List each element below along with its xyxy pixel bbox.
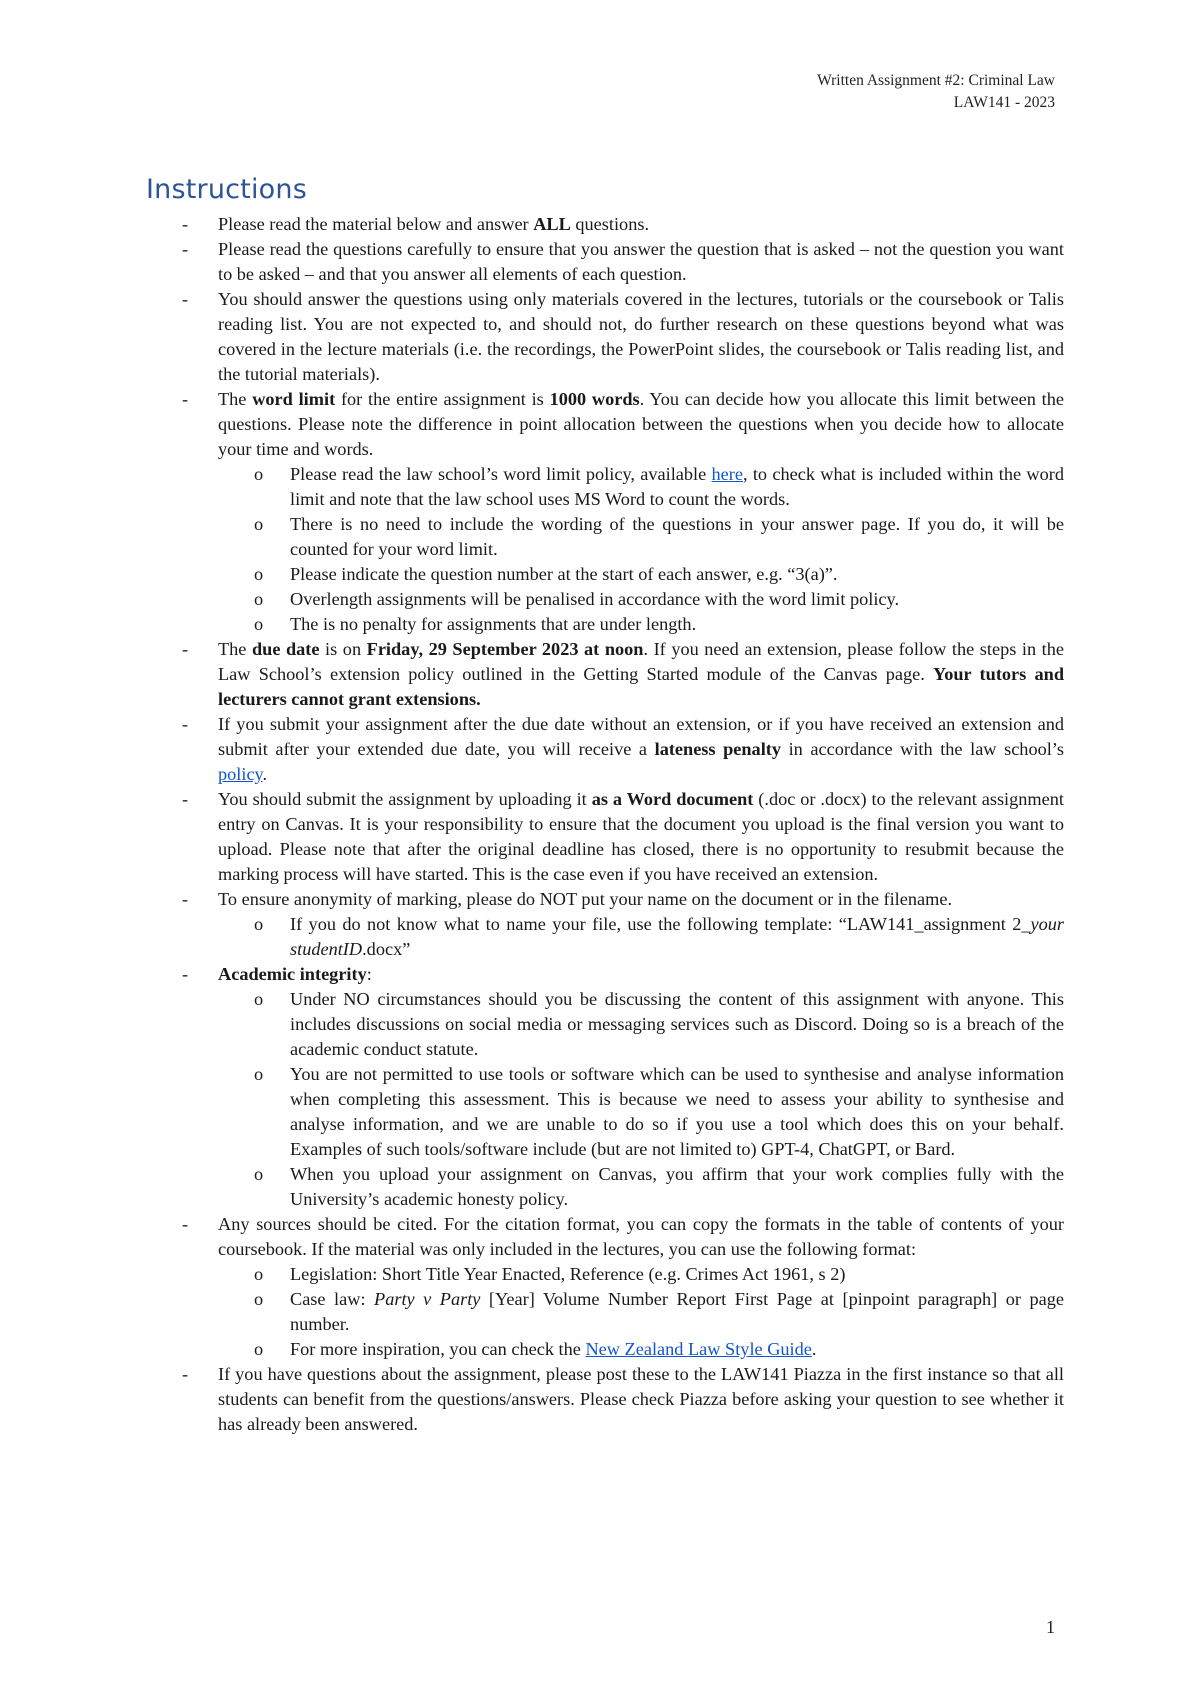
bullet-circle: o (254, 1164, 264, 1184)
bullet-dash: - (182, 1364, 189, 1384)
bullet-circle: o (254, 989, 264, 1009)
sub-list (218, 1262, 1064, 1362)
section-heading: Instructions (146, 174, 307, 205)
sub-list-item: o Legislation: Short Title Year Enacted, Reference (e.g. Crimes Act 1961, s 2) (218, 1262, 1064, 1287)
list-item-word-limit: - The word limit for the entire assignment is 1000 words. You can decide how you allocate this limit between the questions. Please note the difference in point allocation between the questions when you decide how to allocate your time and words. o Please read the law school’s word limit policy, available here, to check what is included within the word limit and note that the law school uses MS Word to count the words. o There is no need to include the wording of the questions in your answer page. If you do, it will be counted for your word limit. o Please indicate the question number at the start of each answer, e.g. “3(a)”. o Overlength assignments will be penalised in accordance with the word limit policy. o The is no penalty for assignments that are under length. (146, 387, 1064, 637)
list-item-submission: - You should submit the assignment by uploading it as a Word document (.doc or .docx) to the relevant assignment entry on Canvas. It is your responsibility to ensure that the document you upload is the final version you want to upload. Please note that after the original deadline has closed, there is no opportunity to resubmit because the marking process will have started. This is the case even if you have received an extension. (182, 789, 1064, 884)
bullet-dash: - (182, 889, 189, 909)
sub-list-item: o Please read the law school’s word limit policy, available here, to check what is included within the word limit and note that the law school uses MS Word to count the words. (254, 464, 1064, 509)
bullet-circle: o (254, 1289, 264, 1309)
sub-list-item: o The is no penalty for assignments that are under length. (218, 612, 1064, 637)
bullet-circle: o (254, 514, 264, 534)
bullet-circle: o (254, 1339, 264, 1359)
bullet-circle: o (254, 464, 264, 484)
bullet-circle: o (254, 1064, 264, 1084)
bullet-dash: - (182, 714, 189, 734)
bullet-circle: o (254, 564, 264, 584)
sub-list (218, 462, 1064, 637)
header-assignment-title: Written Assignment #2: Criminal Law (817, 72, 1055, 89)
list-item: - Please read the questions carefully to ensure that you answer the question that is asked – not the question you want to be asked – and that you answer all elements of each question. (182, 239, 1064, 284)
bullet-circle: o (254, 1264, 264, 1284)
bullet-dash: - (182, 789, 189, 809)
list-item: - You should answer the questions using only materials covered in the lectures, tutorials or the coursebook or Talis reading list. You are not expected to, and should not, do further research on these questions beyond what was covered in the lecture materials (i.e. the recordings, the PowerPoint slides, the coursebook or Talis reading list, and the tutorial materials). (182, 289, 1064, 384)
bullet-dash: - (182, 214, 189, 234)
header-course-code: LAW141 - 2023 (953, 94, 1055, 111)
bullet-dash: - (182, 289, 189, 309)
word-limit-policy-link[interactable]: here (711, 464, 743, 484)
bullet-circle: o (254, 914, 264, 934)
nz-law-style-guide-link[interactable]: New Zealand Law Style Guide (585, 1339, 812, 1359)
list-item-lateness: - If you submit your assignment after the due date without an extension, or if you have received an extension and submit after your extended due date, you will receive a lateness penalty in accordance with the law school’s policy. (182, 714, 1064, 784)
bullet-circle: o (254, 589, 264, 609)
bullet-dash: - (182, 239, 189, 259)
bullet-circle: o (254, 614, 264, 634)
list-item-citations: - Any sources should be cited. For the citation format, you can copy the formats in the table of contents of your coursebook. If the material was only included in the lectures, you can use the following format: o Legislation: Short Title Year Enacted, Reference (e.g. Crimes Act 1961, s 2) o Case law: Party v Party [Year] Volume Number Report First Page at [pinpoint paragraph] or page number. o For more inspiration, you can check the New Zealand Law Style Guide. (146, 1212, 1064, 1362)
sub-list-item: o You are not permitted to use tools or software which can be used to synthesise and analyse information when completing this assessment. This is because we need to assess your ability to synthesise and analyse information, and we are unable to do so if you use a tool which does this on your behalf. Examples of such tools/software include (but are not limited to) GPT-4, ChatGPT, or Bard. (254, 1064, 1064, 1159)
sub-list-item: o Please indicate the question number at the start of each answer, e.g. “3(a)”. (218, 562, 1064, 587)
sub-list-item: o If you do not know what to name your file, use the following template: “LAW141_assignment 2_your studentID.docx” (254, 914, 1064, 959)
page-header (817, 70, 1055, 114)
bullet-dash: - (182, 389, 189, 409)
lateness-policy-link[interactable]: policy (218, 764, 263, 784)
sub-list-item: o Under NO circumstances should you be discussing the content of this assignment with anyone. This includes discussions on social media or messaging services such as Discord. Doing so is a breach of the academic conduct statute. (254, 989, 1064, 1059)
list-item-academic-integrity: - Academic integrity: o Under NO circumstances should you be discussing the content of this assignment with anyone. This includes discussions on social media or messaging services such as Discord. Doing so is a breach of the academic conduct statute. o You are not permitted to use tools or software which can be used to synthesise and analyse information when completing this assessment. This is because we need to assess your ability to synthesise and analyse information, and we are unable to do so if you use a tool which does this on your behalf. Examples of such tools/software include (but are not limited to) GPT-4, ChatGPT, or Bard. o When you upload your assignment on Canvas, you affirm that your work complies fully with the University’s academic honesty policy. (146, 962, 1064, 1212)
instructions-list (146, 212, 1064, 1437)
bullet-dash: - (182, 964, 189, 984)
list-item: - Please read the material below and answer ALL questions. (146, 212, 1064, 237)
sub-list-item: o Overlength assignments will be penalised in accordance with the word limit policy. (218, 587, 1064, 612)
sub-list (218, 987, 1064, 1212)
sub-list-item: o When you upload your assignment on Canvas, you affirm that your work complies fully with the University’s academic honesty policy. (254, 1164, 1064, 1209)
list-item-questions: - If you have questions about the assignment, please post these to the LAW141 Piazza in the first instance so that all students can benefit from the questions/answers. Please check Piazza before asking your question to see whether it has already been answered. (182, 1364, 1064, 1434)
sub-list (218, 912, 1064, 962)
list-item-anonymity: - To ensure anonymity of marking, please do NOT put your name on the document or in the filename. o If you do not know what to name your file, use the following template: “LAW141_assignment 2_your studentID.docx” (146, 887, 1064, 962)
instructions-body (146, 212, 1064, 1437)
bullet-dash: - (182, 1214, 189, 1234)
sub-list-item: o Case law: Party v Party [Year] Volume Number Report First Page at [pinpoint paragraph] or page number. (254, 1289, 1064, 1334)
sub-list-item: o There is no need to include the wording of the questions in your answer page. If you do, it will be counted for your word limit. (254, 514, 1064, 559)
list-item-due-date: - The due date is on Friday, 29 September 2023 at noon. If you need an extension, please follow the steps in the Law School’s extension policy outlined in the Getting Started module of the Canvas page. Your tutors and lecturers cannot grant extensions. (182, 639, 1065, 709)
bullet-dash: - (182, 639, 189, 659)
sub-list-item: o For more inspiration, you can check the New Zealand Law Style Guide. (218, 1337, 1064, 1362)
page-number: 1 (1046, 1617, 1055, 1637)
